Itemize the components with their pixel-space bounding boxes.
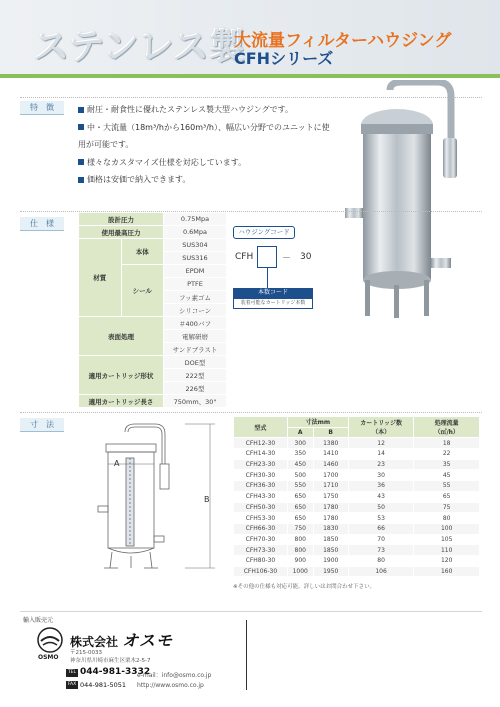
- table-cell: 70: [348, 534, 414, 545]
- table-cell: 1410: [313, 449, 348, 460]
- drawing-label-a: A: [114, 459, 120, 468]
- table-cell: CFH80-30: [234, 555, 288, 566]
- table-cell: 53: [348, 513, 414, 524]
- table-cell: 650: [287, 491, 313, 502]
- tel-icon: TEL: [67, 670, 77, 675]
- table-cell: 1780: [313, 502, 348, 513]
- table-cell: CFH14-30: [234, 449, 288, 460]
- product-photo: [335, 80, 470, 320]
- spec-value: EPDM: [164, 265, 227, 278]
- tab-features: 特 徴: [20, 101, 64, 115]
- spec-value: 222型: [164, 369, 227, 382]
- section-divider: [20, 412, 482, 413]
- feature-item: 耐圧・耐食性に優れたステンレス製大型ハウジングです。: [78, 101, 368, 119]
- table-cell: 300: [287, 438, 313, 449]
- table-cell: 1000: [287, 566, 313, 577]
- table-cell: 55: [414, 481, 480, 492]
- spec-value: DOE型: [164, 356, 227, 369]
- company-zip: 〒215-0033: [70, 650, 102, 656]
- table-row: [234, 502, 480, 513]
- spec-value: ＃400バフ: [164, 317, 227, 330]
- table-cell: 450: [287, 459, 313, 470]
- table-cell: 22: [414, 449, 480, 460]
- dim-header-a: A: [287, 427, 313, 438]
- table-cell: 43: [348, 491, 414, 502]
- table-cell: 75: [414, 502, 480, 513]
- table-cell: CFH30-30: [234, 470, 288, 481]
- table-cell: 12: [348, 438, 414, 449]
- feature-item-continued: 用が可能です。: [78, 140, 134, 149]
- table-cell: 14: [348, 449, 414, 460]
- table-cell: 1830: [313, 523, 348, 534]
- table-cell: 160: [414, 566, 480, 577]
- housing-code-dash: －: [282, 254, 292, 264]
- spec-value: 226型: [164, 382, 227, 395]
- bullet-icon: [78, 177, 84, 183]
- table-cell: 18: [414, 438, 480, 449]
- tab-specs: 仕 様: [20, 217, 64, 231]
- table-cell: 105: [414, 534, 480, 545]
- table-cell: 1700: [313, 470, 348, 481]
- table-cell: 1780: [313, 513, 348, 524]
- osmo-logo-icon: [37, 627, 63, 653]
- housing-code-suffix: 30: [300, 252, 312, 262]
- spec-value: フッ素ゴム: [164, 291, 227, 304]
- dim-header-dims: 寸法mm: [287, 417, 348, 428]
- table-cell: 800: [287, 545, 313, 556]
- table-cell: 1380: [313, 438, 348, 449]
- table-cell: 36: [348, 481, 414, 492]
- table-row: [234, 523, 480, 534]
- features-list: [78, 101, 368, 189]
- spec-value: 電解研磨: [164, 330, 227, 343]
- spec-value: PTFE: [164, 278, 227, 291]
- table-cell: CFH43-30: [234, 491, 288, 502]
- table-row: [234, 449, 480, 460]
- table-row: [234, 470, 480, 481]
- dim-header-b: B: [313, 427, 348, 438]
- dim-header-model: 型式: [234, 417, 288, 438]
- table-cell: 110: [414, 545, 480, 556]
- housing-code-box: [257, 246, 277, 268]
- table-cell: 35: [414, 459, 480, 470]
- table-cell: CFH50-30: [234, 502, 288, 513]
- table-cell: 550: [287, 481, 313, 492]
- table-cell: 650: [287, 502, 313, 513]
- spec-value: SUS316: [164, 252, 227, 265]
- table-cell: CFH36-30: [234, 481, 288, 492]
- spec-value: サンドブラスト: [164, 343, 227, 356]
- table-cell: 800: [287, 534, 313, 545]
- spec-label: 適用カートリッジ形状: [79, 356, 164, 395]
- table-row: [234, 545, 480, 556]
- spec-label: 使用最高圧力: [79, 226, 164, 239]
- table-cell: 900: [287, 555, 313, 566]
- logo-text: OSMO: [38, 654, 59, 661]
- housing-code-desc: 装着可能なカートリッジ本数: [233, 298, 313, 309]
- table-cell: 80: [414, 513, 480, 524]
- spec-label: 材質: [79, 239, 122, 317]
- title-product: 大流量フィルターハウジング: [234, 31, 452, 51]
- table-cell: CFH70-30: [234, 534, 288, 545]
- spec-label: シール: [121, 265, 164, 317]
- table-row: [234, 481, 480, 492]
- housing-code-title: ハウジングコード: [233, 226, 295, 239]
- table-cell: 80: [348, 555, 414, 566]
- page-header: [0, 0, 500, 78]
- table-row: [234, 459, 480, 470]
- dimension-table: [233, 416, 480, 577]
- table-cell: CFH53-30: [234, 513, 288, 524]
- table-cell: CFH23-30: [234, 459, 288, 470]
- bullet-icon: [78, 159, 84, 165]
- dim-header-count: カートリッジ数 （本）: [348, 417, 414, 438]
- table-cell: 1850: [313, 534, 348, 545]
- table-cell: 65: [414, 491, 480, 502]
- fax-icon: FAX: [67, 682, 77, 687]
- dimension-note: ※その他の仕様も対応可能。詳しいはお問合わせ下さい。: [233, 584, 376, 590]
- table-cell: 30: [348, 470, 414, 481]
- feature-item: 価格は安価で納入できます。: [78, 171, 368, 189]
- title-main: ステンレス製: [34, 28, 246, 68]
- table-cell: 650: [287, 513, 313, 524]
- dim-header-flow: 処理流量 （㎥/h）: [414, 417, 480, 438]
- company-tel: 044-981-3332: [80, 667, 151, 677]
- table-row: [234, 566, 480, 577]
- housing-code-prefix: CFH: [235, 252, 254, 262]
- spec-label: 設計圧力: [79, 213, 164, 226]
- spec-label: 表面処理: [79, 317, 164, 356]
- distributor-label: 輸入販売元: [23, 617, 54, 624]
- table-cell: 1750: [313, 491, 348, 502]
- table-cell: 106: [348, 566, 414, 577]
- table-cell: 23: [348, 459, 414, 470]
- company-name: 株式会社 オスモ: [70, 631, 174, 650]
- drawing-label-b: B: [204, 495, 210, 504]
- spec-value: 0.6Mpa: [164, 226, 227, 239]
- feature-item: 中・大流量（18m³/hから160m³/h）、幅広い分野でのユニットに使: [78, 119, 368, 137]
- header-accent-bar: [0, 74, 500, 78]
- spec-value: 0.75Mpa: [164, 213, 227, 226]
- table-cell: 73: [348, 545, 414, 556]
- table-row: [234, 555, 480, 566]
- bullet-icon: [78, 107, 84, 113]
- title-series: CFHシリーズ: [234, 49, 334, 68]
- table-cell: CFH12-30: [234, 438, 288, 449]
- table-row: [234, 438, 480, 449]
- bullet-icon: [78, 124, 84, 130]
- table-row: [234, 534, 480, 545]
- company-email[interactable]: e-mail：info@osmo.co.jp: [137, 672, 212, 679]
- table-row: [234, 513, 480, 524]
- spec-value: 750mm、30": [164, 395, 227, 408]
- company-fax: 044-981-5051: [80, 681, 127, 689]
- table-cell: CFH73-30: [234, 545, 288, 556]
- tab-dimensions: 寸 法: [20, 418, 64, 432]
- table-cell: 45: [414, 470, 480, 481]
- technical-drawing: [80, 418, 220, 588]
- feature-item: 様々なカスタマイズ仕様を対応しています。: [78, 154, 368, 172]
- table-cell: 50: [348, 502, 414, 513]
- table-row: [234, 491, 480, 502]
- table-cell: 350: [287, 449, 313, 460]
- spec-label: 本体: [121, 239, 164, 265]
- company-url[interactable]: http://www.osmo.co.jp: [137, 682, 204, 689]
- table-cell: 66: [348, 523, 414, 534]
- table-cell: 120: [414, 555, 480, 566]
- company-address: 神奈川県川崎市麻生区栗木2-5-7: [70, 658, 151, 664]
- spec-label: 適用カートリッジ長さ: [79, 395, 164, 408]
- table-cell: 1460: [313, 459, 348, 470]
- table-cell: CFH66-30: [234, 523, 288, 534]
- table-cell: 100: [414, 523, 480, 534]
- table-cell: 500: [287, 470, 313, 481]
- spec-value: シリコーン: [164, 304, 227, 317]
- spec-value: SUS304: [164, 239, 227, 252]
- housing-code-label: 本数コード: [233, 288, 313, 298]
- table-cell: 750: [287, 523, 313, 534]
- housing-code-connector: [267, 268, 268, 288]
- footer-separator: [246, 620, 247, 690]
- footer-divider: [20, 611, 482, 612]
- table-cell: 1710: [313, 481, 348, 492]
- table-cell: 1900: [313, 555, 348, 566]
- spec-table: [78, 212, 227, 408]
- table-cell: 1850: [313, 545, 348, 556]
- table-cell: 1950: [313, 566, 348, 577]
- table-cell: CFH106-30: [234, 566, 288, 577]
